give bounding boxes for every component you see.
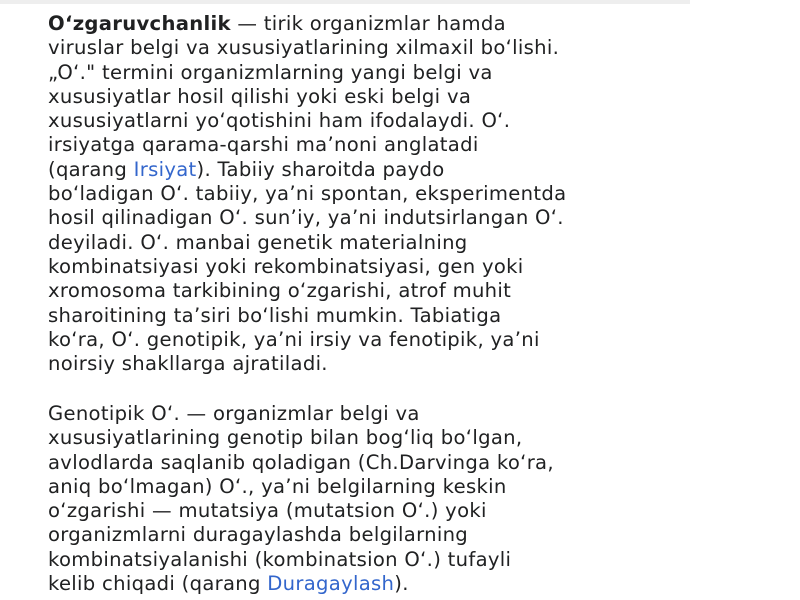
paragraph-definition: [48, 12, 566, 376]
text-line: organizmlarni duragaylashda belgilarning: [48, 523, 469, 547]
text-fragment: kelib chiqadi (qarang: [48, 572, 268, 596]
text-line: o‘zgarishi — mutatsiya (mutatsion O‘.) yoki: [48, 499, 487, 523]
text-line: „O‘." termini organizmlarning yangi belgi va: [48, 60, 493, 84]
text-line: Genotipik O‘. — organizmlar belgi va: [48, 402, 420, 425]
text-line: deyiladi. O‘. manbai genetik materialning: [48, 230, 468, 254]
text-line: kombinatsiyasi yoki rekombinatsiyasi, gen yoki: [48, 254, 524, 278]
paragraph-genotypic: [48, 402, 554, 596]
link-irsiyat[interactable]: Irsiyat: [133, 157, 197, 181]
text-line: xususiyatlarni yo‘qotishini ham ifodalaydi. O‘.: [48, 109, 511, 133]
text-line: avlodlarda saqlanib qoladigan (Ch.Darvinga ko‘ra,: [48, 450, 554, 474]
text-line: viruslar belgi va xususiyatlarining xilmaxil bo‘lishi.: [48, 36, 560, 60]
text-line: [48, 572, 554, 596]
text-fragment: ). Tabiiy sharoitda paydo: [196, 157, 445, 181]
text-line: xususiyatlar hosil qilishi yoki eski belgi va: [48, 84, 472, 108]
text-line: ko‘ra, O‘. genotipik, ya’ni irsiy va fenotipik, ya’ni: [48, 327, 540, 351]
text-line: hosil qilinadigan O‘. sun’iy, ya’ni indutsirlangan O‘.: [48, 206, 564, 230]
text-line: kombinatsiyalanishi (kombinatsion O‘.) tufayli: [48, 547, 512, 571]
text-line: [48, 158, 566, 182]
top-divider: [0, 0, 690, 4]
text-line-rest: — tirik organizmlar hamda: [230, 12, 506, 35]
text-line: xromosoma tarkibining o‘zgarishi, atrof muhit: [48, 279, 512, 303]
link-duragaylash[interactable]: Duragaylash: [267, 572, 395, 596]
text-fragment: (qarang: [48, 157, 134, 181]
text-line: noirsiy shakllarga ajratiladi.: [48, 352, 328, 376]
text-line: [48, 12, 566, 36]
term-heading: O‘zgaruvchanlik: [48, 12, 231, 35]
text-line: irsiyatga qarama-qarshi ma’noni anglatadi: [48, 133, 479, 157]
text-line: aniq bo‘lmagan) O‘., ya’ni belgilarning keskin: [48, 474, 507, 498]
text-line: xususiyatlarining genotip bilan bog‘liq bo‘lgan,: [48, 426, 523, 450]
text-fragment: ).: [394, 572, 409, 596]
text-line: sharoitining ta’siri bo‘lishi mumkin. Tabiatiga: [48, 303, 502, 327]
text-line: bo‘ladigan O‘. tabiiy, ya’ni spontan, eksperimentda: [48, 182, 567, 206]
